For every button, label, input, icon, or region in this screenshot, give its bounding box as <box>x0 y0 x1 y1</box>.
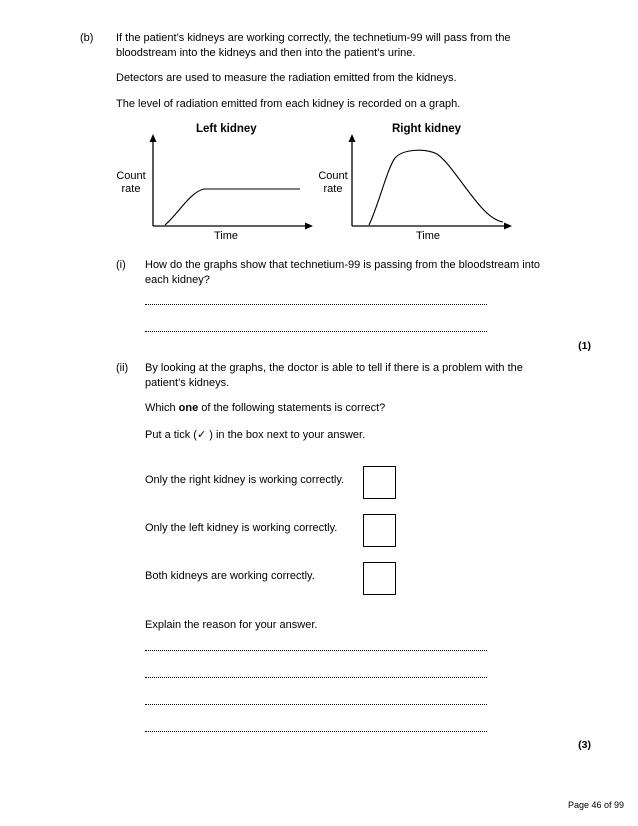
graph-intro-text: The level of radiation emitted from each kidney is recorded on a graph. <box>116 98 461 110</box>
left-graph-ylabel-1: Count <box>116 170 146 182</box>
part-i-label: (i) <box>116 259 126 271</box>
part-label: (b) <box>80 32 94 44</box>
left-graph-title: Left kidney <box>196 123 257 135</box>
left-curve <box>165 189 300 225</box>
intro-line-1: If the patient’s kidneys are working correctly, the technetium-99 will pass from the <box>116 32 511 44</box>
tick-instruction: Put a tick (✓ ) in the box next to your answer. <box>145 429 366 441</box>
option-1-checkbox[interactable] <box>363 466 396 499</box>
part-ii-question-line-1: By looking at the graphs, the doctor is able to tell if there is a problem with the <box>145 362 523 374</box>
detectors-text: Detectors are used to measure the radiation emitted from the kidneys. <box>116 72 457 84</box>
left-graph-ylabel-2: rate <box>121 183 141 195</box>
answer-line-ii-4[interactable] <box>145 729 487 732</box>
right-graph-axes-and-curve <box>347 134 517 234</box>
right-graph-title: Right kidney <box>392 123 462 135</box>
intro-line-2: bloodstream into the kidneys and then into the patient’s urine. <box>116 47 416 59</box>
option-2-checkbox[interactable] <box>363 514 396 547</box>
option-2-text: Only the left kidney is working correctly. <box>145 522 338 534</box>
page-number: Page 46 of 99 <box>567 800 624 810</box>
explain-text: Explain the reason for your answer. <box>145 619 318 631</box>
option-3-checkbox[interactable] <box>363 562 396 595</box>
answer-line-i-1[interactable] <box>145 302 487 305</box>
part-ii-label: (ii) <box>116 362 129 374</box>
part-i-question-line-1: How do the graphs show that technetium-99 is passing from the bloodstream into <box>145 259 540 271</box>
part-ii-question-line-2: patient’s kidneys. <box>145 377 230 389</box>
answer-line-ii-2[interactable] <box>145 675 487 678</box>
option-1-text: Only the right kidney is working correctly. <box>145 474 345 486</box>
answer-line-i-2[interactable] <box>145 329 487 332</box>
right-graph-ylabel-2: rate <box>323 183 343 195</box>
option-3-text: Both kidneys are working correctly. <box>145 570 315 582</box>
answer-line-ii-3[interactable] <box>145 702 487 705</box>
right-graph-ylabel-1: Count <box>318 170 348 182</box>
answer-line-ii-1[interactable] <box>145 648 487 651</box>
right-graph-xlabel: Time <box>416 230 441 242</box>
left-graph-axes-and-curve <box>148 134 318 234</box>
left-x-axis-arrowhead <box>305 223 313 230</box>
part-ii-marks: (3) <box>578 739 591 751</box>
right-curve <box>369 150 503 225</box>
which-pre: Which <box>145 402 179 414</box>
which-statement-text <box>145 401 535 416</box>
which-bold: one <box>178 402 199 414</box>
part-i-question-line-2: each kidney? <box>145 274 210 286</box>
right-x-axis-arrowhead <box>504 223 512 230</box>
left-graph-xlabel: Time <box>214 230 239 242</box>
which-post: of the following statements is correct? <box>198 402 386 414</box>
part-i-marks: (1) <box>578 340 591 352</box>
